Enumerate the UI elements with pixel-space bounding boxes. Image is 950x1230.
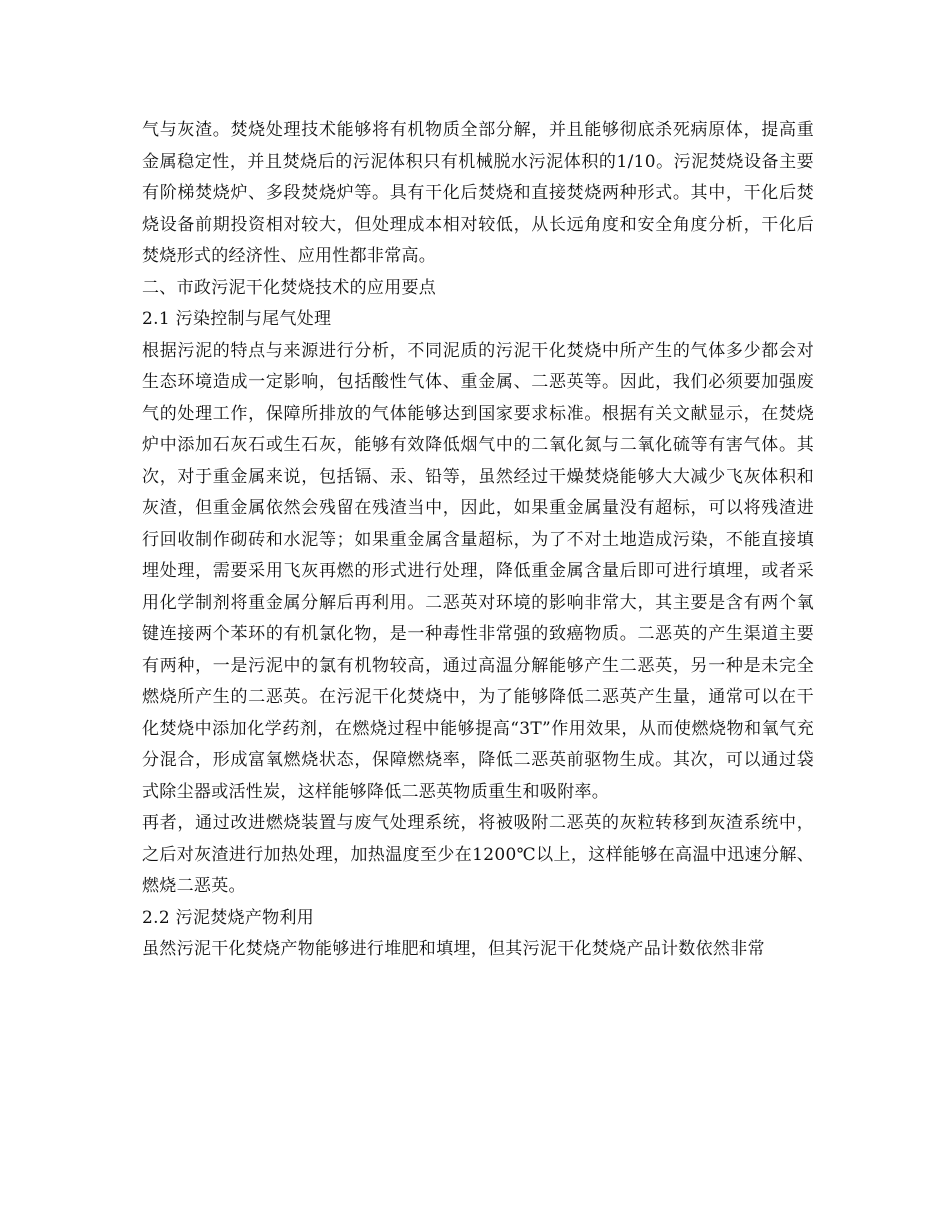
paragraph-combustion-improvement: 再者，通过改进燃烧装置与废气处理系统，将被吸附二恶英的灰粒转移到灰渣系统中，之后对灰渣进行加热处理，加热温度至少在1200℃以上，这样能够在高温中迅速分解、燃烧二恶英。 xyxy=(142,813,814,896)
paragraph-incineration-overview: 气与灰渣。焚烧处理技术能够将有机物质全部分解，并且能够彻底杀死病原体，提高重金属稳定性，并且焚烧后的污泥体积只有机械脱水污泥体积的1/10。污泥焚烧设备主要有阶梯焚烧炉、多段焚烧炉等。具有干化后焚烧和直接焚烧两种形式。其中，干化后焚烧设备前期投资相对较大，但处理成本相对较低，从长远角度和安全角度分析，干化后焚烧形式的经济性、应用性都非常高。 xyxy=(142,120,814,266)
section-heading-application-points: 二、市政污泥干化焚烧技术的应用要点 xyxy=(142,277,437,298)
paragraph-product-utilization: 虽然污泥干化焚烧产物能够进行堆肥和填埋，但其污泥干化焚烧产品计数依然非常 xyxy=(142,939,765,959)
subsection-heading-pollution-control: 2.1 污染控制与尾气处理 xyxy=(142,309,332,329)
paragraph-pollution-control: 根据污泥的特点与来源进行分析，不同泥质的污泥干化焚烧中所产生的气体多少都会对生态环境造成一定影响，包括酸性气体、重金属、二恶英等。因此，我们必须要加强废气的处理工作，保障所排放的气体能够达到国家要求标准。根据有关文献显示，在焚烧炉中添加石灰石或生石灰，能够有效降低烟气中的二氧化氮与二氧化硫等有害气体。其次，对于重金属来说，包括镉、汞、铅等，虽然经过干燥焚烧能够大大减少飞灰体积和灰渣，但重金属依然会残留在残渣当中，因此，如果重金属量没有超标，可以将残渣进行回收制作砌砖和水泥等；如果重金属含量超标，为了不对土地造成污染，不能直接填埋处理，需要采用飞灰再燃的形式进行处理，降低重金属含量后即可进行填埋，或者采用化学制剂将重金属分解后再利用。二恶英对环境的影响非常大，其主要是含有两个氧键连接两个苯环的有机氯化物，是一种毒性非常强的致癌物质。二恶英的产生渠道主要有两种，一是污泥中的氯有机物较高，通过高温分解能够产生二恶英，另一种是未完全燃烧所产生的二恶英。在污泥干化焚烧中，为了能够降低二恶英产生量，通常可以在干化焚烧中添加化学药剂，在燃烧过程中能够提高“3T”作用效果，从而使燃烧物和氧气充分混合，形成富氧燃烧状态，保障燃烧率，降低二恶英前驱物生成。其次，可以通过袋式除尘器或活性炭，这样能够降低二恶英物质重生和吸附率。 xyxy=(142,340,814,802)
document-body xyxy=(142,115,814,966)
subsection-heading-product-utilization: 2.2 污泥焚烧产物利用 xyxy=(142,907,315,928)
